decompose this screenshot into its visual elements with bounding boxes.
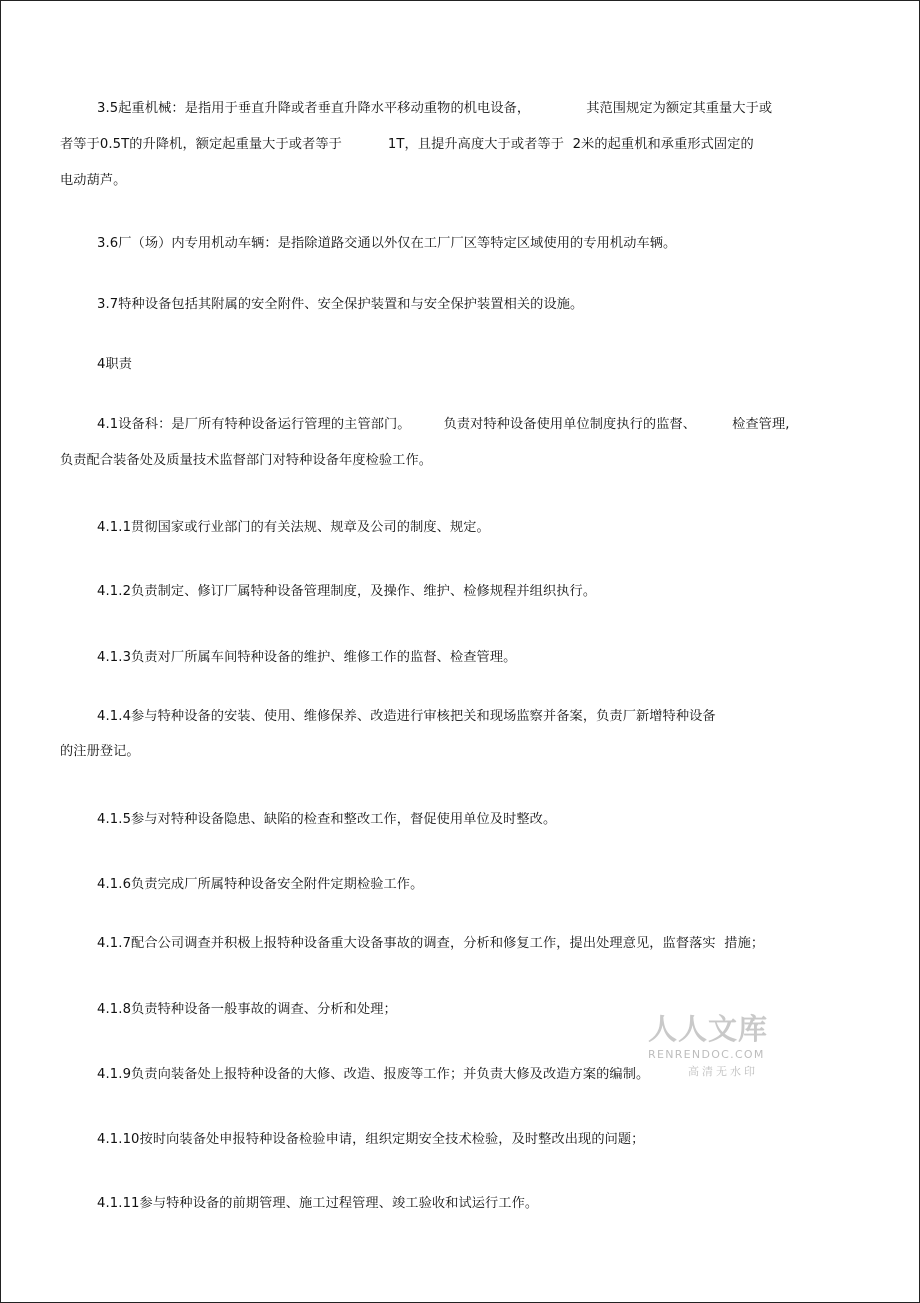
section-4-1-line-2: 负责配合装备处及质量技术监督部门对特种设备年度检验工作。 <box>60 453 433 468</box>
section-3-6: 3.6厂（场）内专用机动车辆：是指除道路交通以外仅在工厂厂区等特定区域使用的专用机动车辆。 <box>97 236 677 251</box>
watermark-subtitle: 高清无水印 <box>688 1065 758 1078</box>
section-4-1-3: 4.1.3负责对厂所属车间特种设备的维护、维修工作的监督、检查管理。 <box>97 650 517 665</box>
section-4-1-1: 4.1.1贯彻国家或行业部门的有关法规、规章及公司的制度、规定。 <box>97 520 490 535</box>
section-3-5-line-3: 电动葫芦。 <box>60 173 127 188</box>
section-4-1-9: 4.1.9负责向装备处上报特种设备的大修、改造、报废等工作；并负责大修及改造方案的编制。 <box>97 1067 650 1082</box>
section-4-1-10: 4.1.10按时向装备处申报特种设备检验申请，组织定期安全技术检验，及时整改出现的问题； <box>97 1132 645 1147</box>
section-3-5-line-2: 者等于0.5T的升降机，额定起重量大于或者等于 1T，且提升高度大于或者等于 2米的起重机和承重形式固定的 <box>60 137 754 152</box>
watermark <box>648 1012 774 1082</box>
watermark-title: 人人文库 <box>648 1012 769 1046</box>
section-4-1-11: 4.1.11参与特种设备的前期管理、施工过程管理、竣工验收和试运行工作。 <box>97 1196 539 1211</box>
section-4-1-line-1: 4.1设备科：是厂所有特种设备运行管理的主管部门。 负责对特种设备使用单位制度执行的监督、 检查管理, <box>97 417 790 432</box>
section-4-1-8: 4.1.8负责特种设备一般事故的调查、分析和处理； <box>97 1002 397 1017</box>
section-4-1-7: 4.1.7配合公司调查并积极上报特种设备重大设备事故的调查，分析和修复工作，提出处理意见，监督落实 措施； <box>97 936 765 951</box>
heading-4-duties: 4职责 <box>97 357 133 372</box>
section-4-1-6: 4.1.6负责完成厂所属特种设备安全附件定期检验工作。 <box>97 877 424 892</box>
section-4-1-2: 4.1.2负责制定、修订厂属特种设备管理制度，及操作、维护、检修规程并组织执行。 <box>97 584 597 599</box>
section-4-1-4-line-1: 4.1.4参与特种设备的安装、使用、维修保养、改造进行审核把关和现场监察并备案，负责厂新增特种设备 <box>97 709 716 724</box>
watermark-url: RENRENDOC.COM <box>648 1048 765 1061</box>
section-3-7: 3.7特种设备包括其附属的安全附件、安全保护装置和与安全保护装置相关的设施。 <box>97 297 584 312</box>
section-3-5-line-1: 3.5起重机械：是指用于垂直升降或者垂直升降水平移动重物的机电设备， 其范围规定为额定其重量大于或 <box>97 101 773 116</box>
section-4-1-5: 4.1.5参与对特种设备隐患、缺陷的检查和整改工作，督促使用单位及时整改。 <box>97 812 557 827</box>
section-4-1-4-line-2: 的注册登记。 <box>60 744 140 759</box>
